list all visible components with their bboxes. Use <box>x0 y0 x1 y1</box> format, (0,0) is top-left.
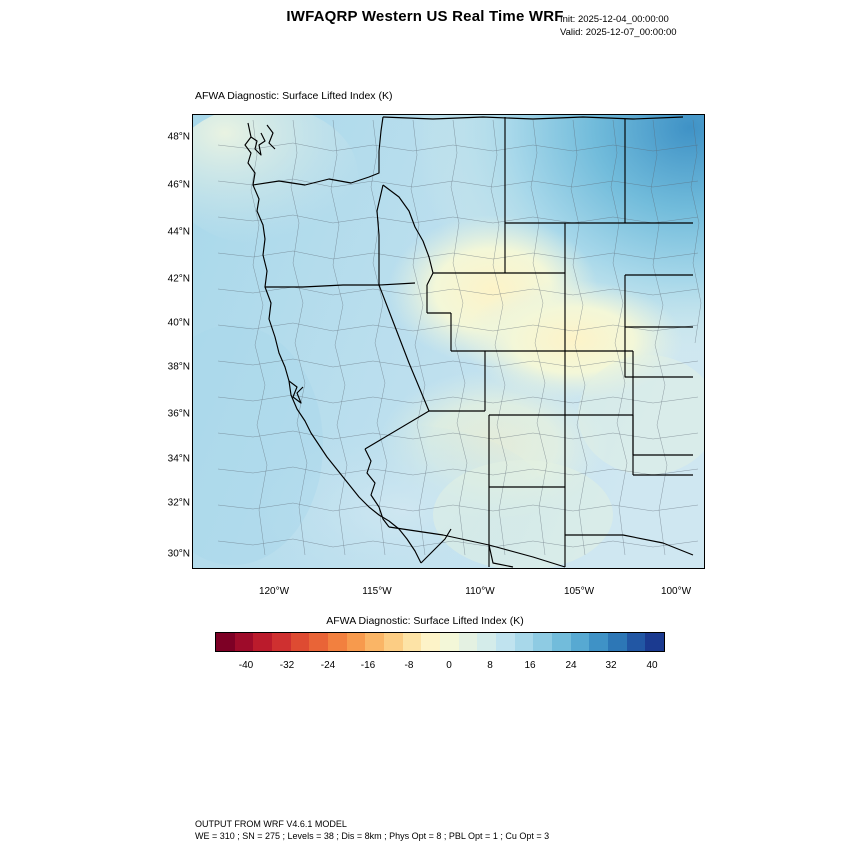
page-title: IWFAQRP Western US Real Time WRF <box>286 8 564 25</box>
y-tick: 48°N <box>167 131 190 143</box>
y-tick: 44°N <box>167 226 190 238</box>
colorbar-swatch <box>291 633 310 651</box>
init-time: Init: 2025-12-04_00:00:00 <box>560 14 669 25</box>
y-tick: 34°N <box>167 453 190 465</box>
y-tick: 38°N <box>167 361 190 373</box>
x-tick: 105°W <box>563 586 595 597</box>
colorbar-tick: 8 <box>487 660 493 671</box>
colorbar-swatch <box>496 633 515 651</box>
y-tick: 30°N <box>167 548 190 560</box>
x-tick: 120°W <box>258 586 290 597</box>
colorbar-swatch <box>328 633 347 651</box>
colorbar <box>215 632 665 652</box>
colorbar-swatch <box>515 633 534 651</box>
y-tick: 42°N <box>167 273 190 285</box>
footer-model-line: OUTPUT FROM WRF V4.6.1 MODEL <box>195 819 347 829</box>
colorbar-tick: -32 <box>279 660 295 671</box>
y-tick: 46°N <box>167 179 190 191</box>
run-info <box>560 13 677 39</box>
colorbar-tick: -24 <box>320 660 336 671</box>
colorbar-swatch <box>347 633 366 651</box>
colorbar-swatch <box>216 633 235 651</box>
colorbar-tick: -8 <box>404 660 414 671</box>
colorbar-swatch <box>608 633 627 651</box>
colorbar-swatch <box>645 633 664 651</box>
colorbar-swatch <box>477 633 496 651</box>
x-tick: 115°W <box>362 586 392 597</box>
colorbar-tick: 24 <box>565 660 577 671</box>
colorbar-tick: 16 <box>524 660 536 671</box>
colorbar-ticks <box>215 660 665 676</box>
colorbar-swatch <box>589 633 608 651</box>
colorbar-tick: 40 <box>646 660 658 671</box>
y-tick: 36°N <box>167 408 190 420</box>
colorbar-swatch <box>552 633 571 651</box>
colorbar-swatch <box>309 633 328 651</box>
colorbar-swatch <box>403 633 422 651</box>
footer-config-line: WE = 310 ; SN = 275 ; Levels = 38 ; Dis = 8km ; Phys Opt = 8 ; PBL Opt = 1 ; Cu Opt = 3 <box>195 831 550 841</box>
map-canvas <box>193 115 704 568</box>
colorbar-swatch <box>384 633 403 651</box>
plot-title: AFWA Diagnostic: Surface Lifted Index (K) <box>195 90 393 102</box>
x-axis <box>192 586 705 606</box>
colorbar-swatch <box>365 633 384 651</box>
colorbar-tick: 32 <box>605 660 617 671</box>
x-tick: 110°W <box>465 586 495 597</box>
colorbar-swatch <box>272 633 291 651</box>
colorbar-swatch <box>533 633 552 651</box>
colorbar-swatch <box>235 633 254 651</box>
colorbar-swatch <box>571 633 590 651</box>
colorbar-swatch <box>440 633 459 651</box>
colorbar-swatch <box>459 633 478 651</box>
map-plot-area <box>192 114 705 569</box>
colorbar-tick: -16 <box>360 660 376 671</box>
colorbar-swatch <box>627 633 646 651</box>
colorbar-swatch <box>253 633 272 651</box>
valid-time: Valid: 2025-12-07_00:00:00 <box>560 27 677 38</box>
y-tick: 32°N <box>167 497 190 509</box>
y-axis <box>140 114 190 569</box>
colorbar-swatch <box>421 633 440 651</box>
colorbar-tick: -40 <box>238 660 254 671</box>
footer <box>195 818 549 842</box>
colorbar-tick: 0 <box>446 660 452 671</box>
y-tick: 40°N <box>167 317 190 329</box>
x-tick: 100°W <box>660 586 692 597</box>
colorbar-title: AFWA Diagnostic: Surface Lifted Index (K) <box>326 615 524 627</box>
